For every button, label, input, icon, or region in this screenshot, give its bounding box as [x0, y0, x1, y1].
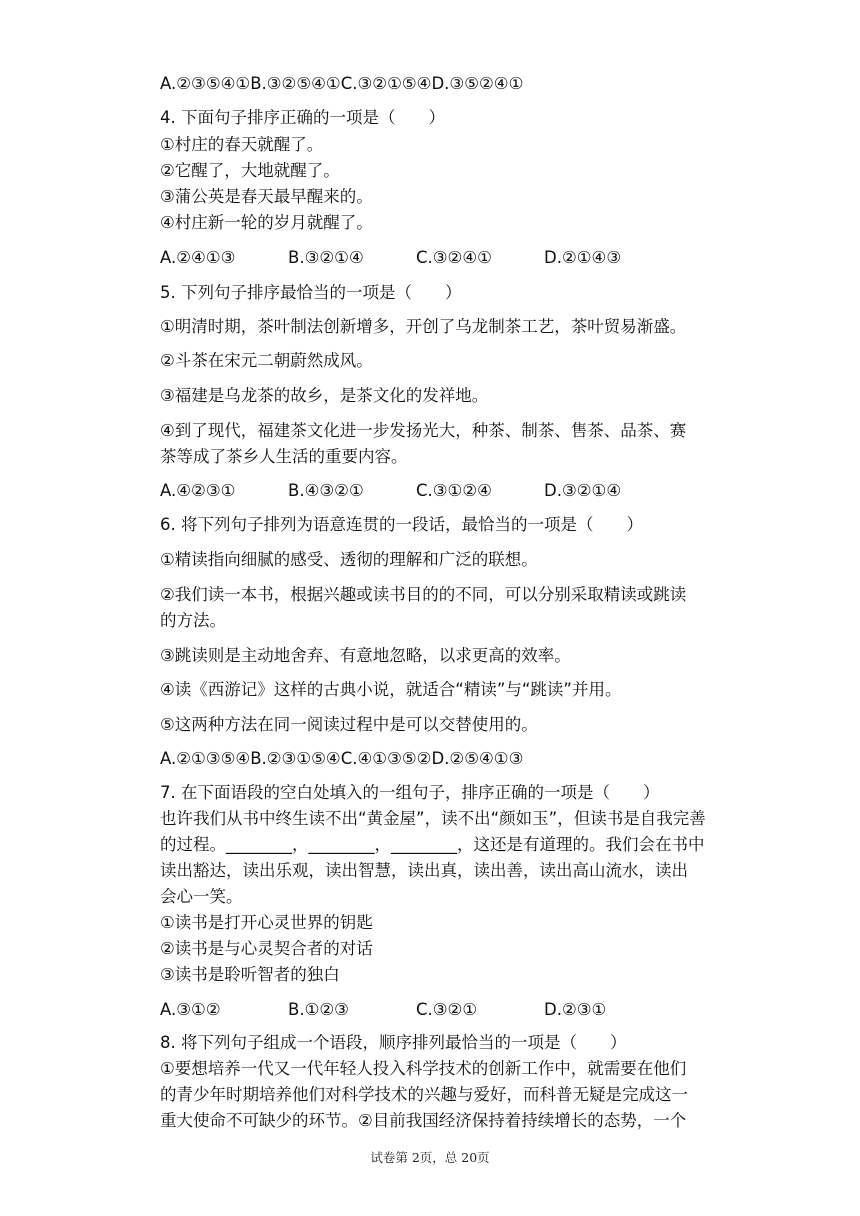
q3-options: A.②③⑤④①B.③②⑤④①C.③②①⑤④D.③⑤②④① — [160, 74, 524, 93]
q7-passage-line-1: 也许我们从书中终生读不出“黄金屋”，读不出“颜如玉”，但读书是自我完善 — [160, 809, 706, 828]
question-4-stem: 4. 下面句子排序正确的一项是（ ） — [160, 108, 445, 127]
question-6-stem: 6. 将下列句子排列为语意连贯的一段话，最恰当的一项是（ ） — [160, 515, 643, 534]
q5-option-c: C.③①②④ — [416, 481, 492, 500]
q4-sentence-1: ①村庄的春天就醒了。 — [160, 135, 324, 154]
question-5-stem: 5. 下列句子排序最恰当的一项是（ ） — [160, 283, 462, 302]
q7-option-b: B.①②③ — [288, 1000, 349, 1019]
page-footer: 试卷第 2页，总 20页 — [370, 1150, 490, 1165]
q4-options — [160, 247, 740, 269]
q7-sentence-3: ③读书是聆听智者的独白 — [160, 965, 340, 984]
q6-sentence-4: ④读《西游记》这样的古典小说，就适合“精读”与“跳读”并用。 — [160, 680, 622, 699]
q4-sentence-2: ②它醒了，大地就醒了。 — [160, 161, 340, 180]
q4-sentence-4: ④村庄新一轮的岁月就醒了。 — [160, 213, 373, 232]
q7-sentence-2: ②读书是与心灵契合者的对话 — [160, 939, 373, 958]
q4-option-b: B.③②①④ — [288, 248, 364, 267]
q6-sentence-2-cont: 的方法。 — [160, 611, 226, 630]
q4-sentence-3: ③蒲公英是春天最早醒来的。 — [160, 187, 373, 206]
q8-passage-line-2: 的青少年时期培养他们对科学技术的兴趣与爱好，而科普无疑是完成这一 — [160, 1085, 688, 1104]
q4-option-c: C.③②④① — [416, 248, 492, 267]
q7-passage-line-3: 读出豁达，读出乐观，读出智慧，读出真，读出善，读出高山流水，读出 — [160, 861, 688, 880]
q4-option-a: A.②④①③ — [160, 248, 236, 267]
q7-passage-line-2: 的过程。________，________，________，这还是有道理的。我们会在书中 — [160, 835, 705, 854]
q7-option-a: A.③①② — [160, 1000, 221, 1019]
q8-passage-line-3: 重大使命不可缺少的环节。②目前我国经济保持着持续增长的态势，一个 — [160, 1111, 687, 1130]
q5-option-a: A.④②③① — [160, 481, 236, 500]
q7-option-d: D.②③① — [544, 1000, 607, 1019]
q7-passage-line-4: 会心一笑。 — [160, 887, 243, 906]
q5-sentence-4-cont: 茶等成了茶乡人生活的重要内容。 — [160, 447, 408, 466]
q6-options: A.②①③⑤④B.②③①⑤④C.④①③⑤②D.②⑤④①③ — [160, 749, 524, 768]
q5-sentence-2: ②斗茶在宋元二朝蔚然成风。 — [160, 351, 373, 370]
q5-sentence-1: ①明清时期，茶叶制法创新增多，开创了乌龙制茶工艺，茶叶贸易渐盛。 — [160, 317, 687, 336]
q7-options — [160, 999, 740, 1021]
question-7-stem: 7. 在下面语段的空白处填入的一组句子，排序正确的一项是（ ） — [160, 783, 660, 802]
q6-sentence-1: ①精读指向细腻的感受、透彻的理解和广泛的联想。 — [160, 550, 538, 569]
q5-options — [160, 480, 740, 502]
q5-sentence-3: ③福建是乌龙茶的故乡，是茶文化的发祥地。 — [160, 386, 489, 405]
q8-passage-line-1: ①要想培养一代又一代年轻人投入科学技术的创新工作中，就需要在他们 — [160, 1059, 687, 1078]
q4-option-d: D.②①④③ — [544, 248, 622, 267]
q5-option-b: B.④③②① — [288, 481, 364, 500]
q6-sentence-3: ③跳读则是主动地舍弃、有意地忽略，以求更高的效率。 — [160, 646, 571, 665]
q6-sentence-2: ②我们读一本书，根据兴趣或读书目的的不同，可以分别采取精读或跳读 — [160, 585, 687, 604]
q5-sentence-4: ④到了现代，福建茶文化进一步发扬光大，种茶、制茶、售茶、品茶、赛 — [160, 421, 687, 440]
q7-option-c: C.③②① — [416, 1000, 478, 1019]
q5-option-d: D.③②①④ — [544, 481, 622, 500]
question-8-stem: 8. 将下列句子组成一个语段，顺序排列最恰当的一项是（ ） — [160, 1033, 627, 1052]
q7-sentence-1: ①读书是打开心灵世界的钥匙 — [160, 913, 373, 932]
q6-sentence-5: ⑤这两种方法在同一阅读过程中是可以交替使用的。 — [160, 715, 538, 734]
